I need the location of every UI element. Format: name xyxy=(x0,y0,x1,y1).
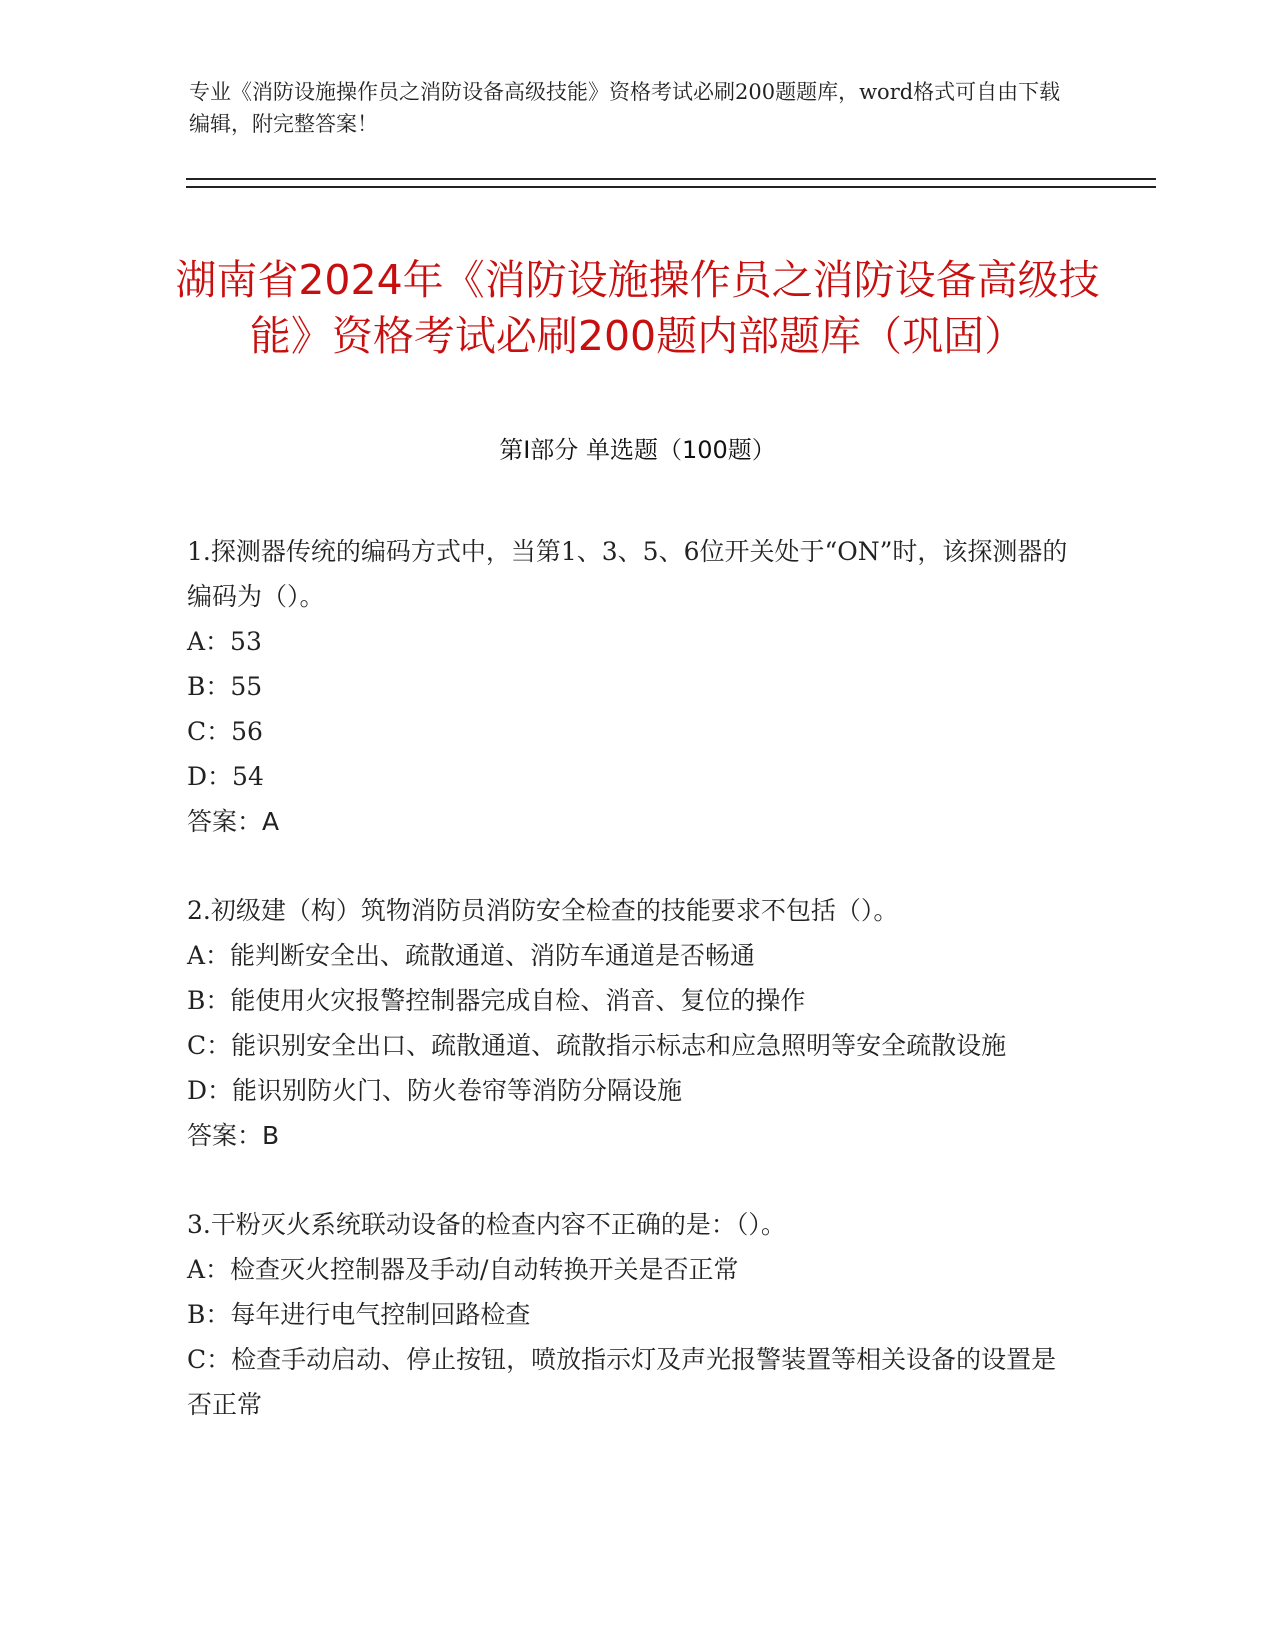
option-b: B：能使用火灾报警控制器完成自检、消音、复位的操作 xyxy=(187,986,806,1015)
question-stem: 1.探测器传统的编码方式中，当第1、3、5、6位开关处于“ON”时，该探测器的编码为（）。 xyxy=(187,537,1068,611)
option-c: C：56 xyxy=(187,717,263,746)
option-b: B：每年进行电气控制回路检查 xyxy=(187,1300,531,1329)
answer-line: 答案：B xyxy=(187,1121,280,1150)
header-divider-bottom xyxy=(186,186,1156,188)
option-c: C：能识别安全出口、疏散通道、疏散指示标志和应急照明等安全疏散设施 xyxy=(187,1031,1007,1060)
option-c: C：检查手动启动、停止按钮，喷放指示灯及声光报警装置等相关设备的设置是否正常 xyxy=(187,1345,1057,1419)
question-3 xyxy=(187,1202,1072,1427)
question-list xyxy=(187,529,1072,1471)
question-stem: 3.干粉灭火系统联动设备的检查内容不正确的是：（）。 xyxy=(187,1210,786,1239)
answer-line: 答案：A xyxy=(187,807,280,836)
header-divider-top xyxy=(186,178,1156,180)
option-a: A：检查灭火控制器及手动/自动转换开关是否正常 xyxy=(187,1255,739,1284)
option-a: A：能判断安全出、疏散通道、消防车通道是否畅通 xyxy=(187,941,756,970)
option-d: D：能识别防火门、防火卷帘等消防分隔设施 xyxy=(187,1076,683,1105)
option-d: D：54 xyxy=(187,762,264,791)
option-b: B：55 xyxy=(187,672,263,701)
question-stem: 2.初级建（构）筑物消防员消防安全检查的技能要求不包括（）。 xyxy=(187,896,899,925)
section-title: 第I部分 单选题（100题） xyxy=(499,436,776,464)
question-2 xyxy=(187,888,1072,1158)
header-note: 专业《消防设施操作员之消防设备高级技能》资格考试必刷200题题库，word格式可自由下载编辑，附完整答案！ xyxy=(189,80,1061,136)
option-a: A：53 xyxy=(187,627,262,656)
document-title: 湖南省2024年《消防设施操作员之消防设备高级技能》资格考试必刷200题内部题库（巩固） xyxy=(175,256,1100,361)
question-1 xyxy=(187,529,1072,844)
